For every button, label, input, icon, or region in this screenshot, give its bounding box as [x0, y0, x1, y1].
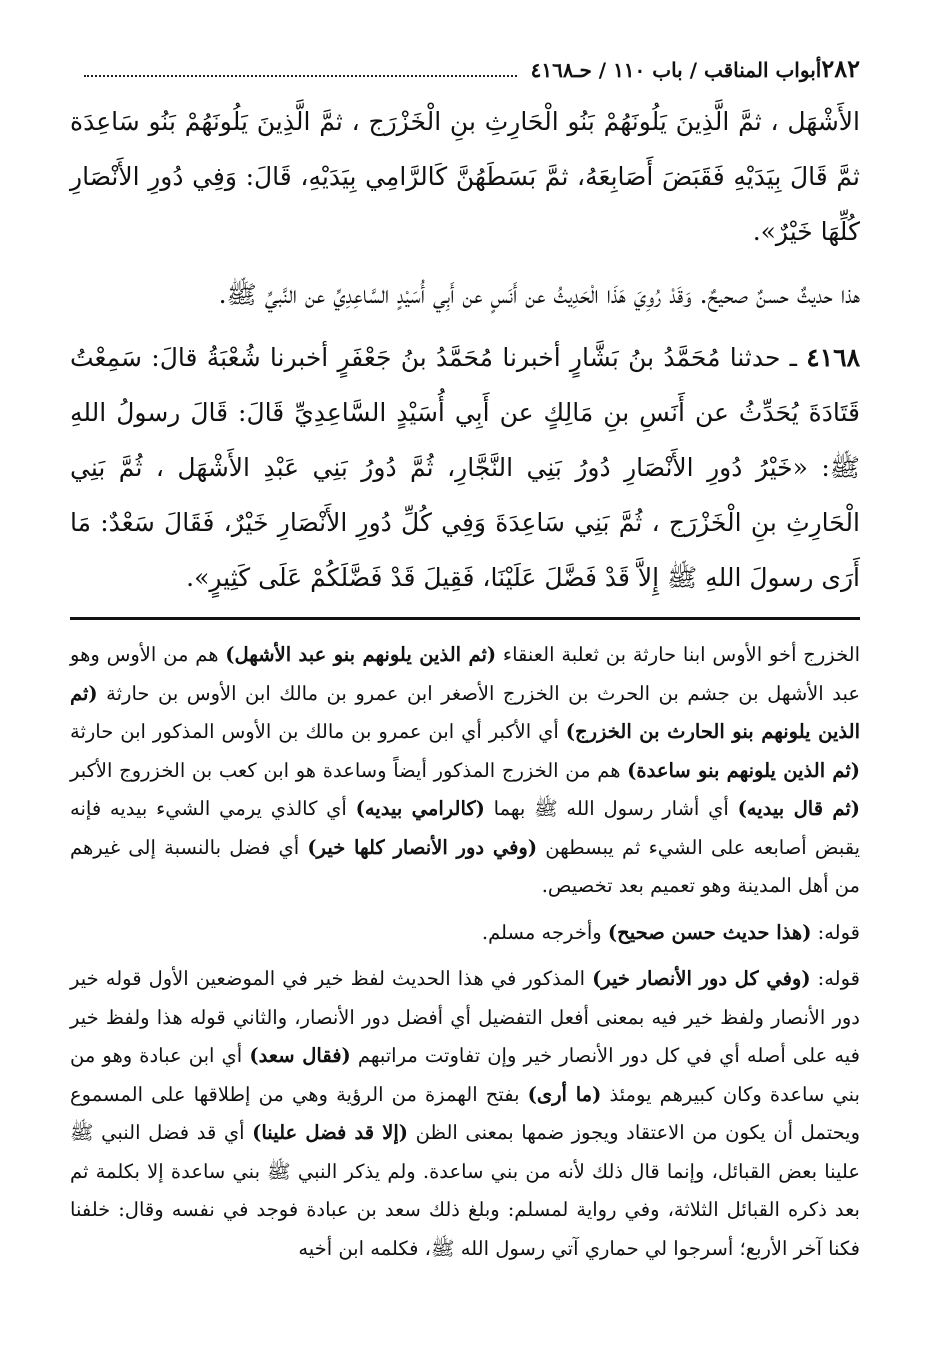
hadith-grading-paragraph: هذا حديثٌ حسنٌ صحيحٌ. وَقَدْ رُوِيَ هَذَا الْحَدِيثُ عن أَنَسٍ عن أَبِي أُسَيْدٍ السَّاعِدِيِّ عن النَّبيِّ ﷺ. [218, 280, 860, 309]
page-number: ٢٨٢ [821, 54, 860, 83]
hadith-main-text [70, 94, 860, 605]
footnote-separator-rule [70, 617, 860, 620]
hadith-paragraph-continued: الأَشْهَل ، ثمَّ الَّذِينَ يَلُونَهُمْ بَنُو الْحَارِثِ بنِ الْخَزْرَج ، ثمَّ الَّذِينَ يَلُونَهُمْ بَنُو سَاعِدَة ثمَّ قَالَ بِيَدَيْهِ فَقَبَضَ أَصَابِعَهُ، ثمَّ بَسَطَهُنَّ كَالرَّامِي بِيَدَيْهِ، قَالَ: وَفِي دُورِ الأَنْصَارِ كُلِّهَا خَيْرٌ». [70, 107, 860, 246]
quoted-phrase: (وفي كل دور الأنصار خير) [592, 967, 811, 990]
commentary-text: المذكور في هذا الحديث لفظ خير في الموضعين الأول قوله خير دور الأنصار ولفظ خير فيه بمعنى أفعل التفضيل أي أفضل دور الأنصار، والثاني قوله هذا ولفظ خير فيه على أصله أي في كل دور الأنصار خير وإن تفاوتت مراتبهم [70, 967, 860, 1067]
quoted-phrase: (كالرامي بيديه) [355, 797, 485, 820]
commentary-paragraph-3 [70, 960, 860, 1268]
commentary-text: أي قد فضل النبي ﷺ علينا بعض القبائل، وإنما قال ذلك لأنه من بني ساعدة. ولم يذكر النبي ﷺ بني ساعدة إلا بكلمة ثم بعد ذكره القبائل الثلاثة، وفي رواية لمسلم: وبلغ ذلك سعد بن عبادة فوجد في نفسه وقال: خلفنا فكنا آخر الأربع؛ أسرجوا لي حماري آتي رسول الله ﷺ، فكلمه ابن أخيه [70, 1121, 860, 1260]
commentary-text: بفتح الهمزة من الرؤية وهي من إطلاقها على المسموع ويحتمل أن يكون من الاعتقاد ويجوز ضمها بمعنى الظن [70, 1082, 861, 1144]
commentary-paragraph-2 [70, 914, 860, 953]
quoted-phrase: (ثم الذين يلونهم بنو ساعدة) [627, 758, 860, 782]
commentary-text: هم من الأوس وهو عبد الأشهل بن جشم بن الحرث بن الخزرج الأصغر ابن عمرو بن مالك ابن الأوس بن حارثة [70, 643, 860, 705]
hadith-number: ٤١٦٨ [806, 343, 860, 372]
quoted-phrase: (وفي دور الأنصار كلها خير) [307, 835, 538, 859]
quoted-phrase: (إلا قد فضل علينا) [252, 1121, 409, 1144]
header-dotted-leader [84, 74, 517, 77]
quoted-phrase: (فقال سعد) [249, 1044, 351, 1067]
page-header [70, 54, 860, 94]
commentary-text: أي كالذي يرمي الشيء بيديه فإنه يقبض أصابعه على الشيء ثم يبسطهن [70, 797, 860, 859]
commentary-text: الخزرج أخو الأوس ابنا حارثة بن ثعلبة العنقاء [496, 643, 861, 666]
running-title: أبواب المناقب / باب ١١٠ / حـ٤١٦٨ [530, 58, 822, 82]
hadith-4168-paragraph [70, 330, 860, 605]
quoted-phrase: (ما أرى) [527, 1082, 602, 1106]
commentary-text: قوله: [811, 920, 860, 944]
commentary-text: أي فضل بالنسبة إلى غيرهم من أهل المدينة وهو تعميم بعد تخصيص. [70, 835, 860, 897]
quoted-phrase: (ثم الذين يلونهم بنو عبد الأشهل) [225, 643, 497, 666]
commentary-text: هم من الخزرج المذكور أيضاً وساعدة هو ابن كعب بن الخزروج الأكبر [70, 758, 628, 782]
quoted-phrase: (ثم قال بيديه) [737, 797, 861, 820]
commentary-text: أي ابن عبادة وهو من بني ساعدة وكان كبيرهم يومئذ [70, 1044, 860, 1106]
book-page [70, 54, 860, 1268]
quoted-phrase: (هذا حديث حسن صحيح) [607, 920, 812, 944]
quoted-phrase: (ثم الذين يلونهم بنو الحارث بن الخزرج) [70, 681, 861, 743]
commentary-text: وأخرجه مسلم. [481, 920, 608, 944]
commentary-paragraph-1 [70, 636, 860, 906]
commentary-text: أي أشار رسول الله ﷺ بهما [484, 797, 738, 820]
commentary-text: أي الأكبر أي ابن عمرو بن مالك بن الأوس المذكور ابن حارثة [70, 720, 566, 743]
hadith-4168-text: ـ حدثنا مُحَمَّدُ بنُ بَشَّارٍ أخبرنا مُحَمَّدُ بنُ جَعْفَرٍ أخبرنا شُعْبَةُ قالَ: سَمِعْتُ قَتَادَةَ يُحَدِّثُ عن أَنَسِ بنِ مَالِكٍ عن أَبِي أُسَيْدٍ السَّاعِدِيِّ قَالَ: قَالَ رسولُ اللهِ ﷺ: «خَيْرُ دُورِ الأَنْصَارِ دُورُ بَنِي النَّجَّارِ، ثُمَّ دُورُ بَنِي عَبْدِ الأَشْهَل ، ثُمَّ بَنِي الْحَارِثِ بنِ الْخَزْرَج ، ثُمَّ بَنِي سَاعِدَةَ وَفِي كُلِّ دُورِ الأَنْصَارِ خَيْرٌ، فَقَالَ سَعْدٌ: مَا أَرَى رسولَ اللهِ ﷺ إِلاَّ قَدْ فَضَّلَ عَلَيْنَا، فَقِيلَ قَدْ فَضَّلَكُمْ عَلَى كَثِيرٍ». [70, 343, 860, 592]
commentary-section [70, 636, 860, 1268]
commentary-text: قوله: [810, 967, 860, 990]
